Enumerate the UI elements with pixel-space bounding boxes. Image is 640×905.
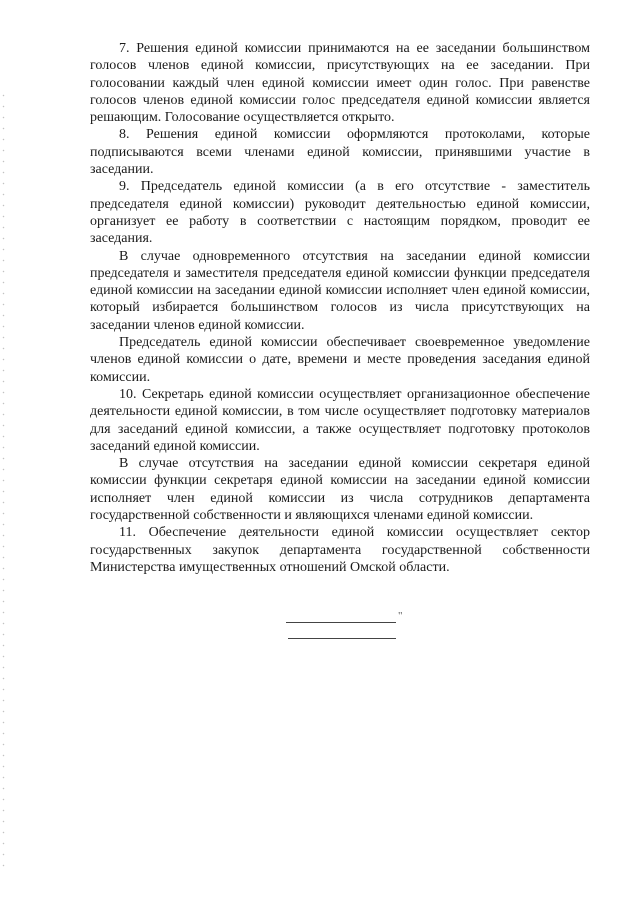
document-body [90, 40, 590, 576]
paragraph-11: 11. Обеспечение деятельности единой комиссии осуществляет сектор государственных закупок департамента государственной собственности Министерства имущественных отношений Омской области. [90, 525, 590, 575]
paragraph-9: 9. Председатель единой комиссии (а в его отсутствие - заместитель председателя единой комиссии) руководит деятельностью единой комиссии, организует ее работу в соответствии с настоящим порядком, проводит ее заседания. [90, 179, 590, 247]
closing-line-bottom [288, 638, 396, 639]
closing-quote-mark: " [398, 610, 403, 622]
paragraph-10-absence: В случае отсутствия на заседании единой комиссии секретаря единой комиссии функции секретаря единой комиссии на заседании единой комиссии исполняет член единой комиссии из числа сотрудников департамента государственной собственности и являющихся членами единой комиссии. [90, 456, 590, 524]
paragraph-8: 8. Решения единой комиссии оформляются протоколами, которые подписываются всеми членами единой комиссии, принявшими участие в заседании. [90, 127, 590, 178]
closing-line-top [286, 622, 396, 623]
paragraph-9-absence: В случае одновременного отсутствия на заседании единой комиссии председателя и заместителя председателя единой комиссии функции председателя единой комиссии на заседании единой комиссии исполняет член единой комиссии, который избирается большинством голосов из числа присутствующих на заседании членов единой комиссии. [90, 248, 590, 333]
scan-edge-artifact [2, 90, 5, 870]
paragraph-10: 10. Секретарь единой комиссии осуществляет организационное обеспечение деятельности единой комиссии, в том числе осуществляет подготовку материалов для заседаний единой комиссии, а также осуществляет подготовку протоколов заседаний единой комиссии. [90, 386, 590, 454]
paragraph-9-notification: Председатель единой комиссии обеспечивает своевременное уведомление членов единой комиссии о дате, времени и месте проведения заседания единой комиссии. [90, 335, 590, 385]
paragraph-7: 7. Решения единой комиссии принимаются на ее заседании большинством голосов членов единой комиссии, присутствующих на ее заседании. При голосовании каждый член единой комиссии имеет один голос. При равенстве голосов членов единой комиссии голос председателя единой комиссии является решающим. Голосование осуществляется открыто. [90, 41, 590, 126]
closing-lines [286, 610, 403, 644]
